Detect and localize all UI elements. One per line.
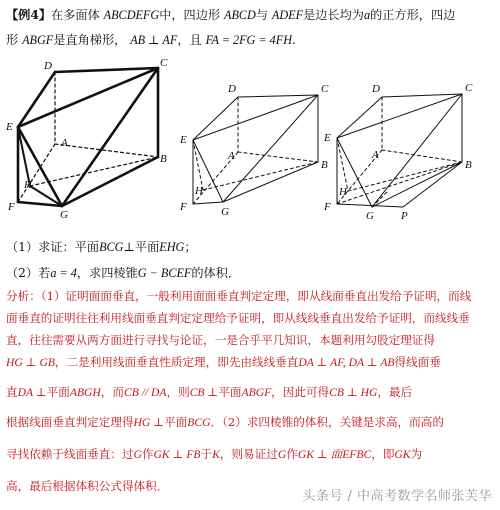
math: ABCDEFG [103, 8, 160, 22]
text: （1）求证：平面 [6, 240, 100, 254]
math: AB ⊥ AF [130, 33, 178, 47]
label-P: P [401, 210, 408, 222]
math: BCG [99, 240, 124, 254]
label-F: F [8, 201, 15, 213]
math: a [363, 8, 371, 22]
figures [0, 52, 500, 227]
analysis-line-7 [6, 446, 422, 462]
label-B: B [160, 153, 167, 165]
analysis-line-4 [6, 354, 441, 370]
label-H: H [339, 186, 347, 198]
label-F: F [180, 201, 187, 213]
label-D: D [44, 60, 52, 72]
math: K [212, 448, 220, 461]
label-C: C [465, 82, 473, 94]
math: G [133, 448, 142, 461]
text: 平面 [164, 415, 188, 429]
text: . [292, 33, 296, 47]
math: HG ⊥ GB [6, 356, 55, 369]
text: 中，四边形 [159, 8, 221, 22]
math: CB // DA [123, 386, 167, 399]
label-G: G [366, 210, 374, 222]
label-G: G [60, 209, 68, 221]
math: ABCD [224, 8, 256, 22]
label-C: C [321, 83, 329, 95]
math: GK [394, 448, 411, 461]
label-E: E [6, 121, 13, 133]
text: 根据线面垂直判定定理得 [6, 415, 134, 429]
text: ．（2）求四棱锥的体积，关键是求高，而高的 [210, 415, 444, 429]
label-C: C [160, 57, 168, 69]
label-A: A [61, 137, 68, 149]
text: 形 [6, 33, 19, 47]
label-D: D [372, 83, 380, 95]
label-F: F [324, 201, 331, 213]
text: ⊥平面 [123, 240, 160, 254]
analysis-line-2: 面垂直的证明往往利用线面垂直判定定理给予证明，即从线线垂直出发给予证明，而线线垂 [6, 311, 470, 325]
math: ABGF [22, 33, 54, 47]
label-E: E [324, 132, 331, 144]
text: ，则易证过 [219, 447, 278, 461]
label-D: D [228, 83, 236, 95]
text: 在多面体 [51, 8, 100, 22]
text: 是边长均为 [303, 8, 364, 22]
text: ，最后 [377, 385, 413, 399]
text: 的正方形，四边 [370, 8, 456, 22]
label-H: H [24, 179, 32, 191]
text: 寻找依赖于线面垂直：过 [6, 447, 134, 461]
label-B: B [465, 159, 472, 171]
figure-3 [337, 94, 462, 207]
problem-line-1 [6, 6, 455, 23]
text: ，二是利用线面垂直性质定理，即先由线线垂直 [54, 355, 299, 369]
analysis-line-6 [6, 414, 444, 430]
math: FA = 2FG = 4FH [205, 33, 292, 47]
question-2 [6, 264, 240, 281]
label-G: G [221, 206, 229, 218]
analysis-line-3: 直，往往需要从两方面进行寻找与论证，一是合乎平几知识，本题利用勾股定理证得 [6, 333, 435, 347]
example-tag: 【例4】 [6, 8, 52, 22]
text: ，因此可得 [271, 385, 330, 399]
math: ABGF [241, 386, 272, 399]
text: ，且 [177, 33, 202, 47]
math: EHG [159, 240, 185, 254]
label-A: A [372, 149, 379, 161]
text: 与 [255, 8, 269, 22]
math: EFBC [342, 448, 372, 461]
problem-line-2 [6, 31, 296, 48]
math: G − BCEF [137, 266, 192, 280]
math: BCG [187, 416, 211, 429]
text: 平面 [218, 385, 242, 399]
analysis-line-1: 分析：（1）证明面面垂直，一般利用面面垂直判定定理，即从线面垂直出发给予证明，而线 [6, 289, 472, 303]
text: 为 [410, 447, 423, 461]
math: a = 4 [50, 266, 77, 280]
text: 得线面垂 [394, 355, 441, 369]
text: 的体积． [191, 266, 241, 280]
text: ，即 [371, 447, 395, 461]
math: DA ⊥ [17, 386, 47, 399]
label-A: A [228, 150, 235, 162]
text: ； [184, 240, 197, 254]
watermark: 头条号 / 中高考数学名师张芙华 [302, 489, 492, 504]
math: DA ⊥ AF, DA ⊥ AB [298, 356, 395, 369]
question-1 [6, 238, 197, 255]
label-E: E [180, 134, 187, 146]
text: 作 [286, 447, 298, 461]
math: CB ⊥ HG [329, 386, 378, 399]
text: （2）若 [6, 266, 51, 280]
math: GK ⊥ FB [153, 448, 201, 461]
text: 是直角梯形， [53, 33, 127, 47]
analysis-line-8: 高，最后根据体积公式得体积． [6, 479, 169, 493]
math: ADEF [271, 8, 304, 22]
text: 直 [6, 385, 18, 399]
math: ABGH [69, 386, 101, 399]
figure-2 [193, 95, 318, 204]
text: ，而 [100, 385, 124, 399]
label-B: B [321, 159, 328, 171]
math: CB ⊥ [189, 386, 219, 399]
text: ，求四棱锥 [76, 266, 138, 280]
label-H: H [195, 185, 203, 197]
math: G [277, 448, 287, 461]
math: GK ⊥ 面 [297, 448, 343, 461]
math: HG ⊥ [133, 416, 165, 429]
analysis-line-5 [6, 384, 412, 400]
text: 作 [141, 447, 154, 461]
text: 于 [200, 447, 213, 461]
figure-1 [18, 68, 158, 206]
text: 平面 [46, 385, 70, 399]
text: ，则 [166, 385, 190, 399]
